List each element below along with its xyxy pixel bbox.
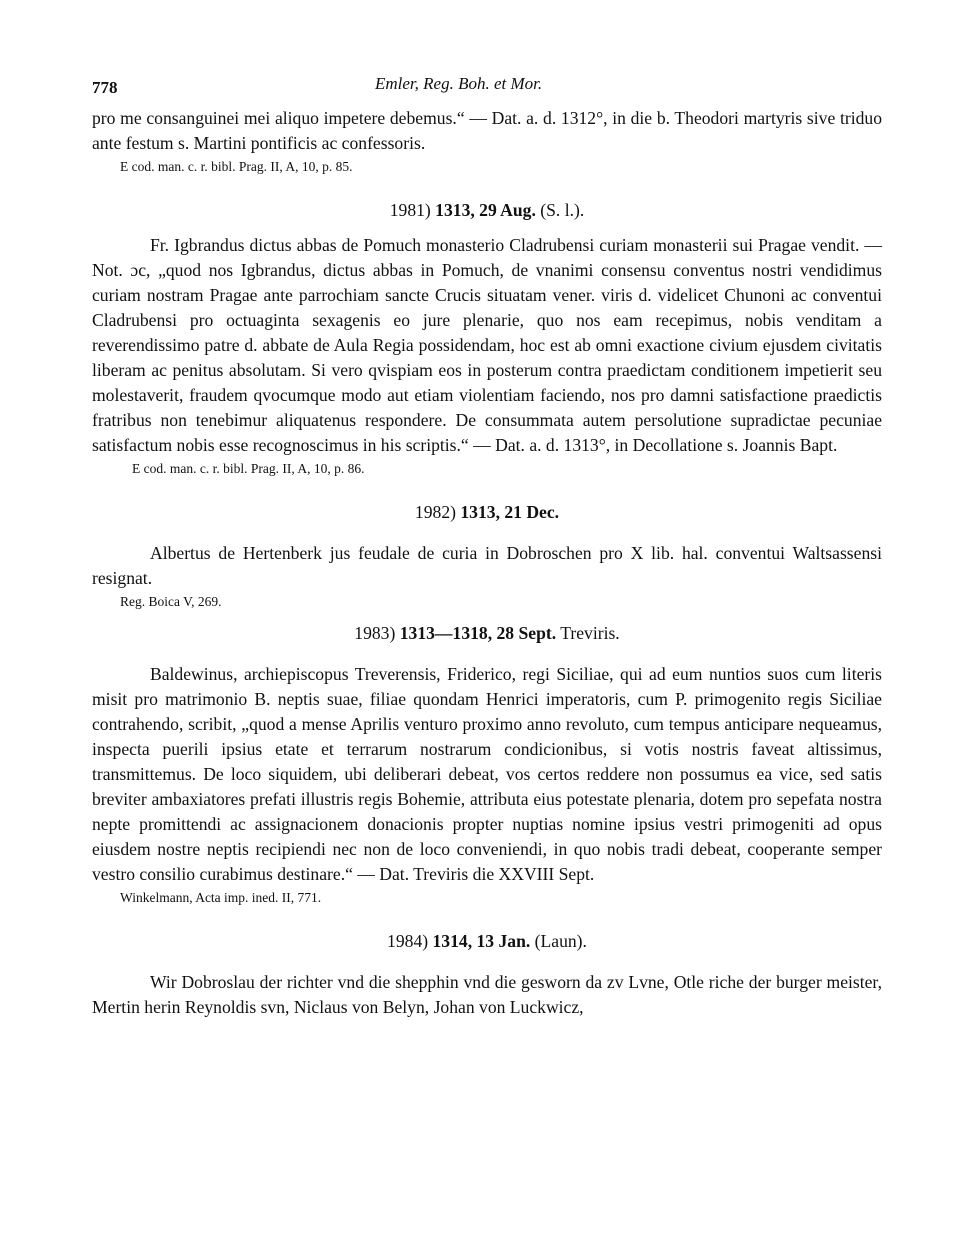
entry-date: 1313—1318, 28 Sept.: [399, 623, 557, 643]
entry-place: (Laun).: [534, 931, 587, 951]
page-number: 778: [92, 78, 118, 97]
entry-heading: [92, 621, 882, 646]
entry-number: 1982): [414, 502, 456, 522]
entry-heading: [92, 198, 882, 223]
entry-place: (S. l.).: [540, 200, 585, 220]
running-title: Emler, Reg. Boh. et Mor.: [375, 74, 543, 93]
entry-body: — Not. ɔc, „quod nos Igbrandus, dictus abbas in Pomuch, de vnanimi consensu conventus nostri vendidimus curiam nostram Pragae ante parrochiam sancte Crucis situatam vener. viris d. videlicet Chunoni ac conventui Cladrubensi pro octuaginta sexagenis eo jure plenarie, quo nos eam recepimus, nobis venditam a reverendissimo patre d. abbate de Aula Regia possidendam, hoc est ab omni exactione civium ejusdem civitatis liberam ac penitus absolutam. Si vero qvispiam eos in posterum contra praedictam conditionem impetierit seu molestaverit, fraudem qvocumque modo aut etiam violentiam faciendo, nos pro damni satisfactione praedictis fratribus non tenebimur aliquatenus respondere. De consummata autem persolutione supradictae pecuniae satisfactum nobis esse recognoscimus in his scriptis.“ — Dat. a. d. 1313°, in Decollatione s. Joannis Bapt.: [92, 235, 882, 455]
document-page: [92, 68, 882, 1020]
entry-text: Baldewinus, archiepiscopus Treverensis, Friderico, regi Siciliae, qui ad eum nuntios suos cum literis misit pro matrimonio B. neptis suae, filiae quondam Henrici imperatoris, cum P. primogenito regis Siciliae contrahendo, scribit, „quod a mense Aprilis venturo proximo anno revoluto, cum tempus anticipare nequeamus, inspecta puerili ipsius etate et terrarum nostrarum condicionibus, si votis nostris faveat altissimus, transmittemus. De loco siquidem, ubi deliberari debeat, vos certos reddere non possumus ea vice, sed satis breviter ambaxiatores prefati illustris regis Bohemie, attributa eius potestate plenaria, dotem pro sepefata nostra nepte promittendi ac assignacionem donacionis propter nuptias nomine ipsius vestri primogeniti ad opus eiusdem nostre neptis recipiendi nec non de loco conveniendi, in quo nobis tradi debeat, cooperante semper vestro consilio curabimus destinare.“ — Dat. Treviris die XXVIII Sept.: [92, 664, 882, 884]
source-citation: E cod. man. c. r. bibl. Prag. II, A, 10, p. 86.: [132, 461, 365, 476]
entry-text: Wir Dobroslau der richter vnd die shepphin vnd die gesworn da zv Lvne, Otle riche der burger meister, Mertin herin Reynoldis svn, Niclaus von Belyn, Johan von Luckwicz,: [92, 972, 882, 1017]
source-citation: E cod. man. c. r. bibl. Prag. II, A, 10, p. 85.: [120, 159, 353, 174]
entry-date: 1313, 21 Dec.: [460, 502, 560, 522]
continuation-text: pro me consanguinei mei aliquo impetere debemus.“ — Dat. a. d. 1312°, in die b. Theodori martyris sive triduo ante festum s. Martini pontificis ac confessoris.: [92, 108, 882, 153]
entry-number: 1981): [389, 200, 431, 220]
source-citation: Winkelmann, Acta imp. ined. II, 771.: [120, 890, 322, 905]
entry-place: Treviris.: [560, 623, 620, 643]
source-citation: Reg. Boica V, 269.: [120, 594, 222, 609]
running-head: [92, 68, 882, 98]
entry-heading: [92, 929, 882, 954]
entry-heading: [92, 500, 882, 525]
entry-number: 1984): [387, 931, 429, 951]
entry-number: 1983): [354, 623, 396, 643]
entry-text: [92, 233, 882, 458]
entry-date: 1314, 13 Jan.: [432, 931, 531, 951]
entry-date: 1313, 29 Aug.: [435, 200, 536, 220]
entry-text: Albertus de Hertenberk jus feudale de curia in Dobroschen pro X lib. hal. conventui Waltsassensi resignat.: [92, 543, 882, 588]
entry-summary: Fr. Igbrandus dictus abbas de Pomuch monasterio Cladrubensi curiam monasterii sui Pragae vendit.: [150, 235, 860, 255]
